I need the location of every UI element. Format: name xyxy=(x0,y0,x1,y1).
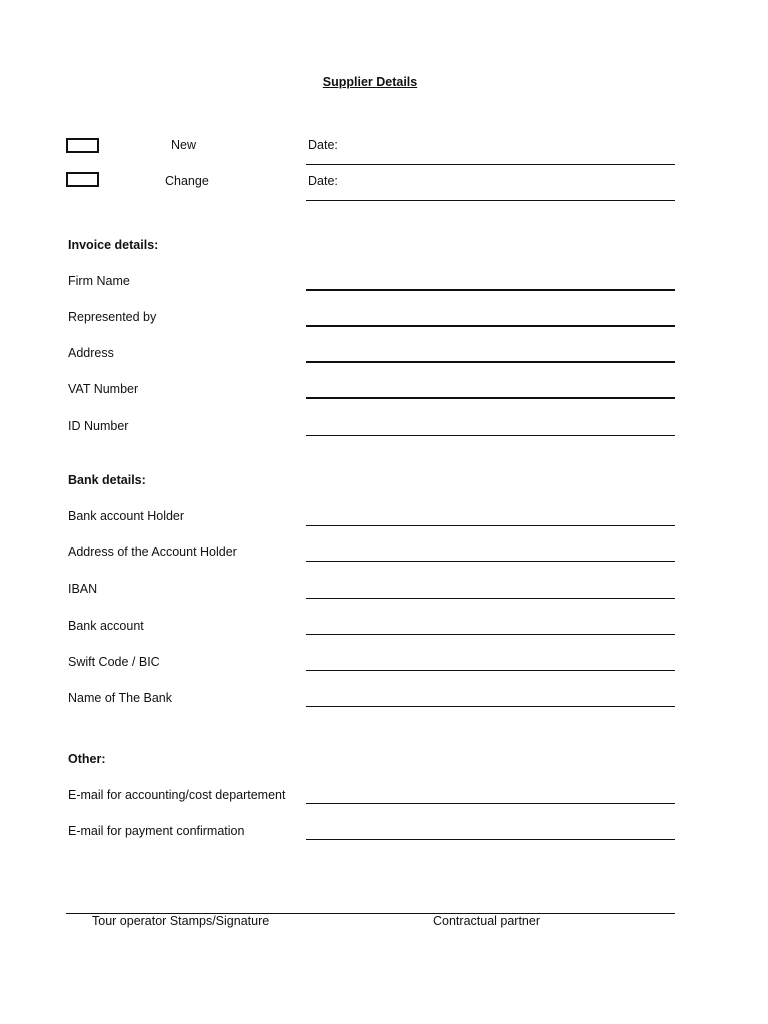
represented-by-label: Represented by xyxy=(68,310,157,324)
new-checkbox[interactable] xyxy=(66,138,99,153)
new-label: New xyxy=(171,138,197,152)
other-heading: Other: xyxy=(68,752,106,766)
bank-account-field[interactable] xyxy=(306,634,675,635)
tour-operator-signature-label: Tour operator Stamps/Signature xyxy=(92,914,270,928)
change-date-label: Date: xyxy=(308,174,338,188)
iban-field[interactable] xyxy=(306,598,675,599)
contractual-partner-label: Contractual partner xyxy=(433,914,541,928)
change-checkbox[interactable] xyxy=(66,172,99,187)
change-label: Change xyxy=(165,174,209,188)
iban-label: IBAN xyxy=(68,582,98,596)
represented-by-field[interactable] xyxy=(306,325,675,327)
accounting-email-label: E-mail for accounting/cost departement xyxy=(68,788,286,802)
new-date-field[interactable] xyxy=(306,164,675,165)
firm-name-label: Firm Name xyxy=(68,274,130,288)
bank-name-label: Name of The Bank xyxy=(68,691,172,705)
swift-code-field[interactable] xyxy=(306,670,675,671)
change-date-field[interactable] xyxy=(306,200,675,201)
address-label: Address xyxy=(68,346,114,360)
holder-address-field[interactable] xyxy=(306,561,675,562)
swift-code-label: Swift Code / BIC xyxy=(68,655,160,669)
bank-account-label: Bank account xyxy=(68,619,144,633)
accounting-email-field[interactable] xyxy=(306,803,675,804)
payment-email-label: E-mail for payment confirmation xyxy=(68,824,245,838)
account-holder-field[interactable] xyxy=(306,525,675,526)
firm-name-field[interactable] xyxy=(306,289,675,291)
new-date-label: Date: xyxy=(308,138,338,152)
page-title: Supplier Details xyxy=(322,75,418,89)
bank-heading: Bank details: xyxy=(68,473,146,487)
vat-number-field[interactable] xyxy=(306,397,675,399)
id-number-label: ID Number xyxy=(68,419,129,433)
address-field[interactable] xyxy=(306,361,675,363)
holder-address-label: Address of the Account Holder xyxy=(68,545,237,559)
vat-number-label: VAT Number xyxy=(68,382,139,396)
account-holder-label: Bank account Holder xyxy=(68,509,185,523)
id-number-field[interactable] xyxy=(306,435,675,436)
payment-email-field[interactable] xyxy=(306,839,675,840)
bank-name-field[interactable] xyxy=(306,706,675,707)
invoice-heading: Invoice details: xyxy=(68,238,159,252)
